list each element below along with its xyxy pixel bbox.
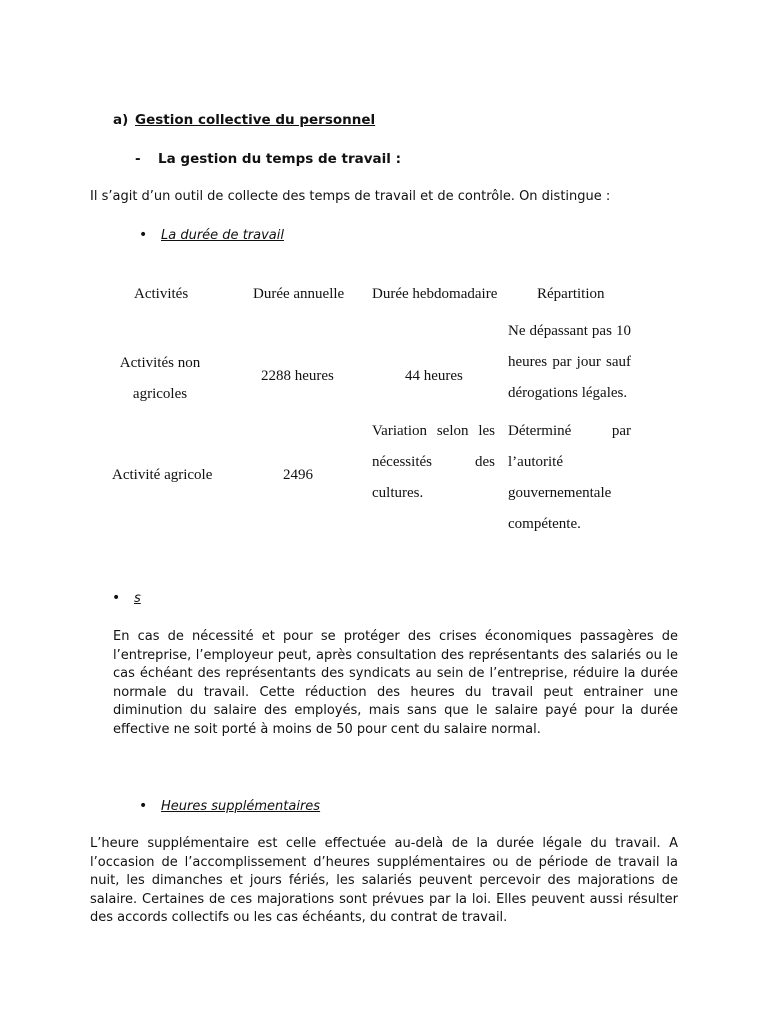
- table-cell-annuelle: 2496: [283, 467, 313, 483]
- table-cell-line: Variation selon les: [372, 423, 495, 439]
- subsection-heading: [135, 151, 401, 167]
- bullet-duree: [139, 227, 284, 243]
- paragraph-reduction: En cas de nécessité et pour se protéger des crises économiques passagères de l’entreprise, l’employeur peut, après consultation des représentants des salariés ou le cas échéant des représentants des syndicats au sein de l’entreprise, réduire la durée normale du travail. Cette réduction des heures du travail peut entrainer une diminution du salaire des employés, mais sans que le salaire payé pour la durée effective ne soit porté à moins de 50 pour cent du salaire normal.: [113, 629, 678, 737]
- bullet-heures-sup: [139, 798, 320, 814]
- table-cell-line: cultures.: [372, 485, 424, 501]
- table-cell-line: gouvernementale: [508, 485, 612, 501]
- table-cell-activite: [110, 348, 210, 410]
- table-cell-repartition: [508, 416, 631, 540]
- table-header-repartition: Répartition: [537, 286, 605, 302]
- table-cell-line: Déterminé par: [508, 423, 631, 439]
- bullet-label: Heures supplémentaires: [161, 799, 321, 814]
- subsection-dash: -: [135, 151, 141, 167]
- table-cell-line: Ne dépassant pas 10: [508, 323, 631, 339]
- table-cell-annuelle: 2288 heures: [261, 368, 334, 384]
- table-cell-line: Activités non: [119, 355, 201, 371]
- table-cell-hebdo: 44 heures: [405, 368, 463, 384]
- bullet-dot-icon: •: [139, 798, 148, 814]
- table-cell-line: agricoles: [132, 386, 188, 402]
- paragraph-heures-sup: L’heure supplémentaire est celle effectuée au-delà de la durée légale du travail. A l’occasion de l’accomplissement d’heures supplémentaires ou de période de travail la nuit, les dimanches et jours fériés, les salariés peuvent percevoir des majorations de salaire. Certaines de ces majorations sont prévues par la loi. Elles peuvent aussi résulter des accords collectifs ou les cas échéants, du contrat de travail.: [90, 836, 678, 925]
- table-cell-line: l’autorité: [508, 454, 563, 470]
- table-cell-activite: Activité agricole: [112, 467, 213, 483]
- subsection-title: La gestion du temps de travail :: [158, 151, 401, 167]
- table-cell-repartition: [508, 316, 631, 409]
- table-cell-line: nécessités des: [372, 454, 495, 470]
- section-heading: [113, 112, 375, 128]
- table-cell-line: compétente.: [508, 516, 581, 532]
- bullet-s: [112, 590, 141, 606]
- table-cell-line: heures par jour sauf: [508, 354, 631, 370]
- section-title: Gestion collective du personnel: [135, 112, 376, 128]
- bullet-label: La durée de travail: [161, 228, 284, 243]
- bullet-dot-icon: •: [139, 227, 148, 243]
- bullet-dot-icon: •: [112, 590, 121, 606]
- table-cell-hebdo: [372, 416, 495, 509]
- table-header-hebdo: Durée hebdomadaire: [372, 286, 498, 302]
- table-header-annuelle: Durée annuelle: [253, 286, 345, 302]
- table-header-activites: Activités: [134, 286, 189, 302]
- section-marker: a): [113, 112, 129, 128]
- table-cell-line: dérogations légales.: [508, 385, 628, 401]
- bullet-label: s: [134, 591, 141, 606]
- intro-text: Il s’agit d’un outil de collecte des temps de travail et de contrôle. On distingue :: [90, 189, 611, 204]
